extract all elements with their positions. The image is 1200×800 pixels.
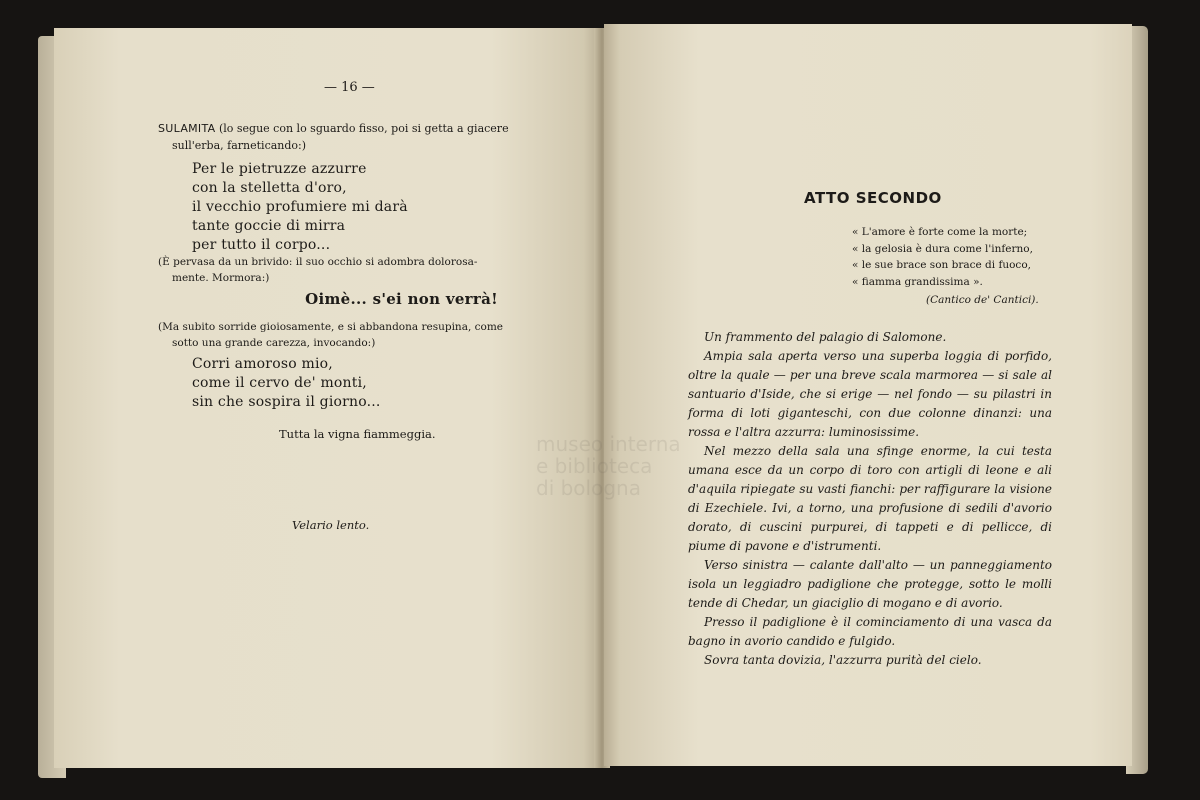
prose-paragraph: Un frammento del palagio di Salomone. <box>704 330 947 344</box>
verse-line: con la stelletta d'oro, <box>192 180 347 196</box>
stage-line: (Ma subito sorride gioiosamente, e si abbandona resupina, come <box>158 321 504 333</box>
verse-block-1 <box>192 160 408 255</box>
verse-line: Per le pietruzze azzurre <box>192 161 367 177</box>
speaker-direction-cont: sull'erba, farneticando:) <box>172 139 307 152</box>
stage-line: sotto una grande carezza, invocando:) <box>172 337 376 349</box>
prose-paragraph: Ampia sala aperta verso una superba loggia di porfido, oltre la quale — per una breve scala marmorea — si sale al santuario d'Iside, che si erige — nel fondo — su pilastri in forma di loti giganteschi, con due colonne dinanzi: una rossa e l'altra azzurra: luminosissime. <box>688 349 1052 439</box>
exclamation-line: Oimè... s'ei non verrà! <box>305 290 498 308</box>
epigraph-line: « fiamma grandissima ». <box>852 275 983 288</box>
stage-direction-2 <box>158 319 530 351</box>
speaker-direction: (lo segue con lo sguardo fisso, poi si getta a giacere <box>218 122 509 135</box>
epigraph <box>852 224 1033 290</box>
stage-note-vigna: Tutta la vigna fiammeggia. <box>279 427 436 441</box>
stage-direction-1 <box>158 254 530 286</box>
speaker-name: SULAMITA <box>158 122 216 135</box>
prose-paragraph: Nel mezzo della sala una sfinge enorme, la cui testa umana esce da un corpo di toro con artigli di leone e ali d'aquila ripiegate su vasti fianchi: per raffigurare la visione di Ezechiele. Ivi, a torno, una profusione di sedili d'avorio dorato, di cuscini purpurei, di tappeti e di pellicce, di piume di pavone e d'istrumenti. <box>688 444 1052 553</box>
verse-line: il vecchio profumiere mi darà <box>192 199 408 215</box>
prose-paragraph: Presso il padiglione è il cominciamento di una vasca da bagno in avorio candido e fulgido. <box>688 615 1052 648</box>
verse-line: tante goccie di mirra <box>192 218 346 234</box>
verse-block-2 <box>192 355 381 412</box>
verse-line: come il cervo de' monti, <box>192 375 367 391</box>
stage-line: (È pervasa da un brivido: il suo occhio si adombra dolorosa- <box>158 256 478 268</box>
epigraph-source: (Cantico de' Cantici). <box>926 294 1039 306</box>
stage-line: mente. Mormora:) <box>172 272 270 284</box>
act-title: ATTO SECONDO <box>804 189 942 207</box>
prose-paragraph: Sovra tanta dovizia, l'azzurra purità del cielo. <box>704 653 982 667</box>
left-page <box>54 28 600 768</box>
epigraph-line: « la gelosia è dura come l'inferno, <box>852 242 1033 255</box>
open-book <box>38 22 1148 778</box>
epigraph-line: « le sue brace son brace di fuoco, <box>852 259 1031 271</box>
right-page <box>604 24 1132 766</box>
page-number: — 16 — <box>324 80 375 95</box>
verse-line: Corri amoroso mio, <box>192 356 333 372</box>
speaker-heading <box>158 120 530 154</box>
epigraph-line: « L'amore è forte come la morte; <box>852 226 1028 238</box>
prose-paragraph: Verso sinistra — calante dall'alto — un panneggiamento isola un leggiadro padiglione che protegge, sotto le molli tende di Chedar, un giaciglio di mogano e di avorio. <box>688 558 1052 610</box>
verse-line: per tutto il corpo... <box>192 237 331 253</box>
verse-line: sin che sospira il giorno... <box>192 394 381 410</box>
stage-note-velario: Velario lento. <box>292 518 370 532</box>
stage-description <box>688 328 1052 670</box>
